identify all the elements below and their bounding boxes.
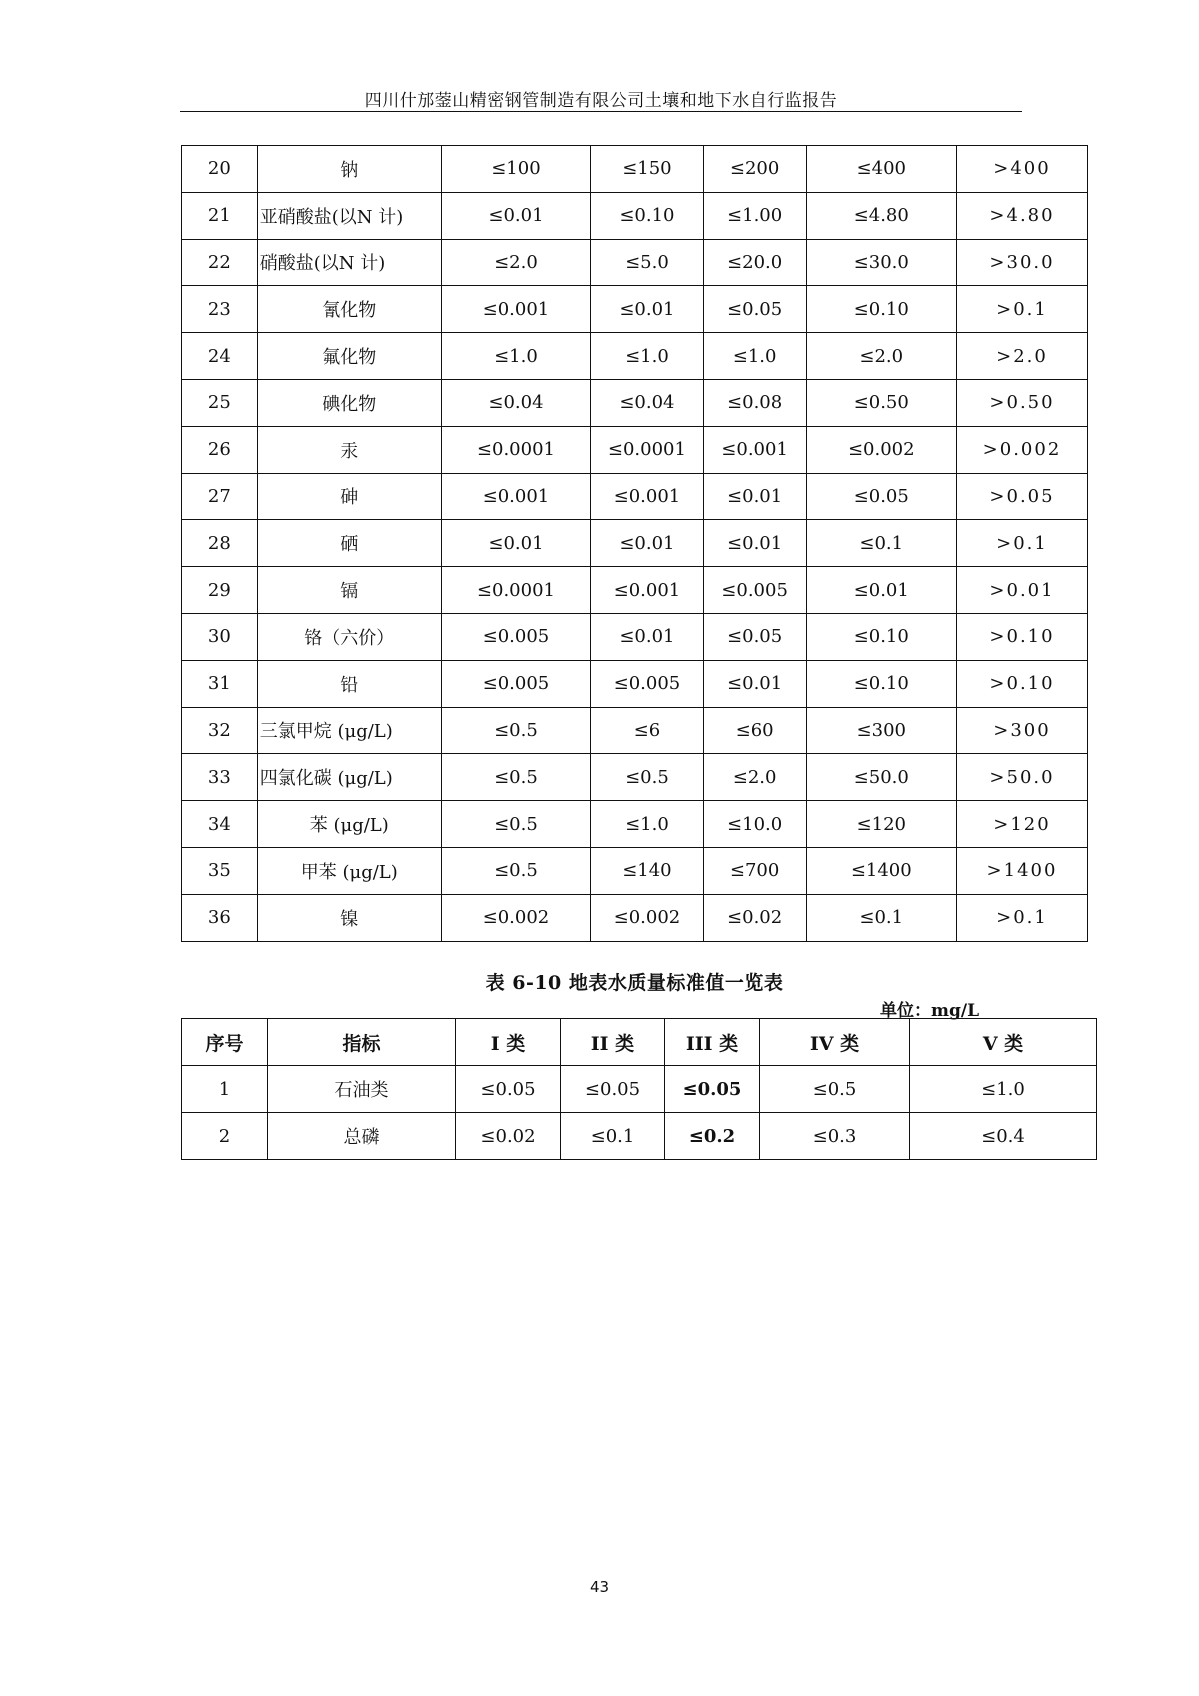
class-value: ≤100 [441,146,590,193]
table-row [182,707,1088,754]
row-index: 2 [182,1113,268,1160]
class-value: >0.1 [956,286,1087,333]
class-value: ≤0.01 [703,660,806,707]
class-value: >0.10 [956,660,1087,707]
row-index: 33 [182,754,258,801]
row-index: 25 [182,379,258,426]
class-value: >30.0 [956,239,1087,286]
indicator-name: 铅 [257,660,441,707]
row-index: 29 [182,567,258,614]
row-index: 36 [182,894,258,941]
class-value: ≤30.0 [806,239,956,286]
row-index: 24 [182,333,258,380]
header-index: 序号 [182,1019,268,1066]
table-header-row [182,1019,1097,1066]
class-value: ≤0.01 [806,567,956,614]
class-value: ≤2.0 [441,239,590,286]
indicator-name: 碘化物 [257,379,441,426]
class-value: ≤0.10 [591,192,704,239]
indicator-name: 总磷 [268,1113,456,1160]
row-index: 30 [182,613,258,660]
class-value: ≤0.01 [591,286,704,333]
class-value: >4.80 [956,192,1087,239]
class-value: ≤0.05 [456,1066,561,1113]
class-value: ≤0.5 [441,707,590,754]
class-value: ≤0.05 [561,1066,665,1113]
class-value: ≤0.05 [703,613,806,660]
class-value: ≤0.002 [591,894,704,941]
indicator-name: 苯 (μg/L) [257,801,441,848]
class-value: ≤0.05 [703,286,806,333]
class-value: ≤0.0001 [441,567,590,614]
class-value: ≤400 [806,146,956,193]
header-class-4: IV 类 [760,1019,910,1066]
class-value: ≤0.005 [441,613,590,660]
class-value: ≤0.04 [591,379,704,426]
row-index: 21 [182,192,258,239]
class-value: ≤0.005 [441,660,590,707]
row-index: 23 [182,286,258,333]
class-value: ≤6 [591,707,704,754]
class-value: ≤0.50 [806,379,956,426]
indicator-name: 镉 [257,567,441,614]
class-value: ≤0.5 [441,847,590,894]
table-row [182,567,1088,614]
unit-label: 单位：mg/L [880,1001,980,1021]
class-value: >120 [956,801,1087,848]
indicator-name: 砷 [257,473,441,520]
class-value: ≤10.0 [703,801,806,848]
table-caption: 表 6-10 地表水质量标准值一览表 [485,972,784,994]
table-row [182,801,1088,848]
indicator-name: 镍 [257,894,441,941]
class-value: ≤300 [806,707,956,754]
table-row [182,1066,1097,1113]
table-row [182,473,1088,520]
class-value: ≤2.0 [703,754,806,801]
class-value: ≤0.001 [441,473,590,520]
class-value: >300 [956,707,1087,754]
surface-water-standards-table [181,1018,1097,1160]
indicator-name: 硝酸盐(以N 计) [257,239,441,286]
groundwater-standards-table [181,145,1088,942]
indicator-name: 钠 [257,146,441,193]
class-value: ≤0.001 [591,567,704,614]
table-row [182,192,1088,239]
class-value: ≤0.5 [441,801,590,848]
indicator-name: 四氯化碳 (μg/L) [257,754,441,801]
class-value: ≤0.0001 [591,426,704,473]
indicator-name: 硒 [257,520,441,567]
class-value: ≤0.002 [806,426,956,473]
class-value: >0.002 [956,426,1087,473]
class-value: ≤0.05 [665,1066,760,1113]
class-value: ≤0.02 [456,1113,561,1160]
row-index: 34 [182,801,258,848]
indicator-name: 氟化物 [257,333,441,380]
class-value: ≤1.0 [703,333,806,380]
class-value: ≤1400 [806,847,956,894]
class-value: ≤0.01 [591,613,704,660]
class-value: ≤1.0 [591,333,704,380]
table-row [182,613,1088,660]
class-value: ≤0.5 [591,754,704,801]
class-value: >0.1 [956,520,1087,567]
row-index: 35 [182,847,258,894]
table-row [182,894,1088,941]
class-value: ≤140 [591,847,704,894]
class-value: ≤0.3 [760,1113,910,1160]
class-value: >0.1 [956,894,1087,941]
row-index: 27 [182,473,258,520]
class-value: ≤0.2 [665,1113,760,1160]
class-value: ≤0.0001 [441,426,590,473]
class-value: ≤0.1 [806,894,956,941]
header-class-5: V 类 [910,1019,1097,1066]
class-value: ≤200 [703,146,806,193]
table-row [182,754,1088,801]
class-value: ≤700 [703,847,806,894]
class-value: ≤0.05 [806,473,956,520]
class-value: ≤120 [806,801,956,848]
page-number: 43 [589,1578,610,1596]
class-value: ≤0.001 [591,473,704,520]
indicator-name: 三氯甲烷 (μg/L) [257,707,441,754]
class-value: ≤20.0 [703,239,806,286]
class-value: ≤0.5 [760,1066,910,1113]
row-index: 32 [182,707,258,754]
indicator-name: 亚硝酸盐(以N 计) [257,192,441,239]
table-row [182,520,1088,567]
table-row [182,379,1088,426]
class-value: ≤50.0 [806,754,956,801]
class-value: ≤0.02 [703,894,806,941]
class-value: ≤0.5 [441,754,590,801]
class-value: ≤4.80 [806,192,956,239]
row-index: 28 [182,520,258,567]
class-value: >400 [956,146,1087,193]
indicator-name: 氰化物 [257,286,441,333]
header-class-2: II 类 [561,1019,665,1066]
page-header-title: 四川什邡蓥山精密钢管制造有限公司土壤和地下水自行监报告 [364,91,838,111]
class-value: ≤0.04 [441,379,590,426]
surface-water-table-body [182,1066,1097,1160]
class-value: ≤5.0 [591,239,704,286]
class-value: ≤1.00 [703,192,806,239]
header-class-3: III 类 [665,1019,760,1066]
header-class-1: I 类 [456,1019,561,1066]
table-row [182,847,1088,894]
class-value: ≤1.0 [910,1066,1097,1113]
table-row [182,660,1088,707]
row-index: 26 [182,426,258,473]
class-value: ≤0.01 [703,473,806,520]
indicator-name: 汞 [257,426,441,473]
indicator-name: 石油类 [268,1066,456,1113]
class-value: ≤0.1 [561,1113,665,1160]
class-value: ≤0.005 [591,660,704,707]
class-value: ≤0.001 [703,426,806,473]
class-value: ≤1.0 [591,801,704,848]
class-value: ≤0.10 [806,660,956,707]
class-value: ≤2.0 [806,333,956,380]
class-value: >50.0 [956,754,1087,801]
header-rule [180,111,1022,112]
class-value: ≤0.08 [703,379,806,426]
class-value: ≤150 [591,146,704,193]
indicator-name: 甲苯 (μg/L) [257,847,441,894]
class-value: ≤60 [703,707,806,754]
class-value: >0.05 [956,473,1087,520]
class-value: >0.50 [956,379,1087,426]
class-value: ≤0.01 [703,520,806,567]
class-value: ≤0.01 [441,192,590,239]
class-value: >1400 [956,847,1087,894]
class-value: >0.01 [956,567,1087,614]
header-indicator: 指标 [268,1019,456,1066]
table-row [182,239,1088,286]
table-row [182,146,1088,193]
class-value: ≤0.10 [806,286,956,333]
class-value: >0.10 [956,613,1087,660]
table-row [182,286,1088,333]
class-value: ≤0.4 [910,1113,1097,1160]
class-value: ≤0.01 [441,520,590,567]
table-row [182,1113,1097,1160]
table-row [182,333,1088,380]
class-value: ≤0.005 [703,567,806,614]
class-value: ≤0.1 [806,520,956,567]
row-index: 1 [182,1066,268,1113]
row-index: 22 [182,239,258,286]
row-index: 20 [182,146,258,193]
class-value: ≤0.10 [806,613,956,660]
table-row [182,426,1088,473]
groundwater-table-body [182,146,1088,942]
class-value: ≤0.002 [441,894,590,941]
class-value: ≤1.0 [441,333,590,380]
class-value: >2.0 [956,333,1087,380]
class-value: ≤0.01 [591,520,704,567]
row-index: 31 [182,660,258,707]
indicator-name: 铬（六价） [257,613,441,660]
class-value: ≤0.001 [441,286,590,333]
